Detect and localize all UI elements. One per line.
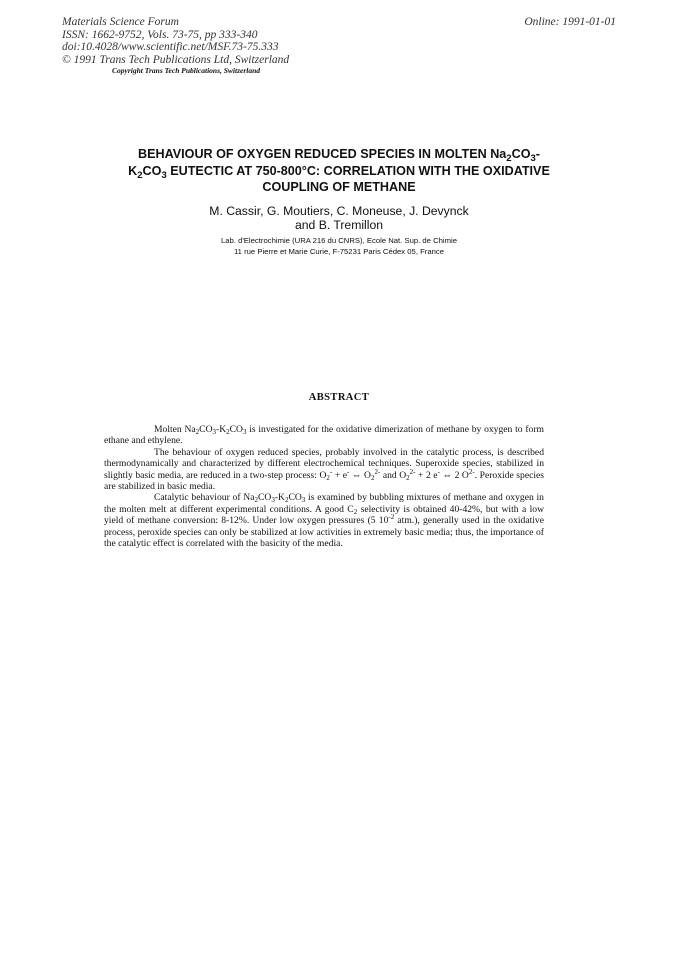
abstract-body bbox=[104, 424, 544, 549]
title-subscript: 3 bbox=[161, 169, 167, 181]
title-subscript: 2 bbox=[506, 153, 512, 164]
abstract-paragraph-3: Catalytic behaviour of $Na_2CO_3-K_2CO_3$ is examined by bubbling mixtures of methane and oxygen in the molten melt at different experimental conditions. A good $C_2$ selectivity is obtained 40-42%, but with a low yield of methane conversion: 8-12%. Under low oxygen pressures (5 $10^{-2}$ atm.), generally used in the oxidative process, peroxide species can only be stabilized at low activities in extremely basic media; thus, the importance of the catalytic effect is correlated with the basicity of the media. bbox=[104, 492, 544, 550]
title-text: BEHAVIOUR OF OXYGEN REDUCED SPECIES IN MOLTEN Na bbox=[138, 147, 507, 161]
copyright-stamp: Copyright Trans Tech Publications, Switzerland bbox=[112, 66, 261, 75]
title-text: COUPLING OF METHANE bbox=[262, 180, 416, 194]
issn-line: ISSN: 1662-9752, Vols. 73-75, pp 333-340 bbox=[62, 28, 258, 41]
abstract-heading: ABSTRACT bbox=[308, 392, 370, 403]
paper-title bbox=[80, 146, 598, 196]
authors-line-1: M. Cassir, G. Moutiers, C. Moneuse, J. Devynck bbox=[209, 204, 469, 218]
title-text: CO bbox=[142, 163, 162, 178]
title-text: EUTECTIC AT 750-800°C: CORRELATION WITH THE OXIDATIVE bbox=[166, 163, 550, 178]
abstract-paragraph-1: Molten $Na_2CO_3-K_2CO_3$ is investigated for the oxidative dimerization of methane by oxygen to form ethane and ethylene. bbox=[104, 424, 544, 447]
title-subscript: 2 bbox=[137, 169, 143, 181]
title-text: CO bbox=[511, 147, 531, 161]
journal-name: Materials Science Forum bbox=[62, 16, 179, 28]
journal-meta bbox=[62, 16, 289, 66]
abstract-paragraph-2: The behaviour of oxygen reduced species, probably involved in the catalytic process, is described thermodynamically and characterized by different electrochemical techniques. Superoxide species, stabilized in slightly basic media, are reduced in a two-step process: $O_2^- + e^-$ ⇔ $O_2^{2-}$ and $O_2^{2-} + 2$ e- ⇔ 2 $O^{2-}$. Peroxide species are stabilized in basic media. bbox=[104, 446, 544, 493]
author-list bbox=[120, 205, 558, 232]
affiliation-line-2: 11 rue Pierre et Marie Curie, F-75231 Paris Cédex 05, France bbox=[233, 247, 445, 256]
affiliation-line-1: Lab. d'Electrochimie (URA 216 du CNRS), Ecole Nat. Sup. de Chimie bbox=[220, 236, 458, 245]
affiliation bbox=[120, 235, 558, 257]
online-date: Online: 1991-01-01 bbox=[524, 16, 616, 28]
title-text: - bbox=[535, 147, 540, 161]
title-text: K bbox=[128, 163, 138, 178]
doi-line[interactable]: doi:10.4028/www.scientific.net/MSF.73-75.333 bbox=[62, 41, 279, 53]
authors-line-2: and B. Tremillon bbox=[294, 217, 384, 232]
title-subscript: 3 bbox=[530, 153, 536, 164]
copyright-line: © 1991 Trans Tech Publications Ltd, Switzerland bbox=[62, 53, 290, 66]
